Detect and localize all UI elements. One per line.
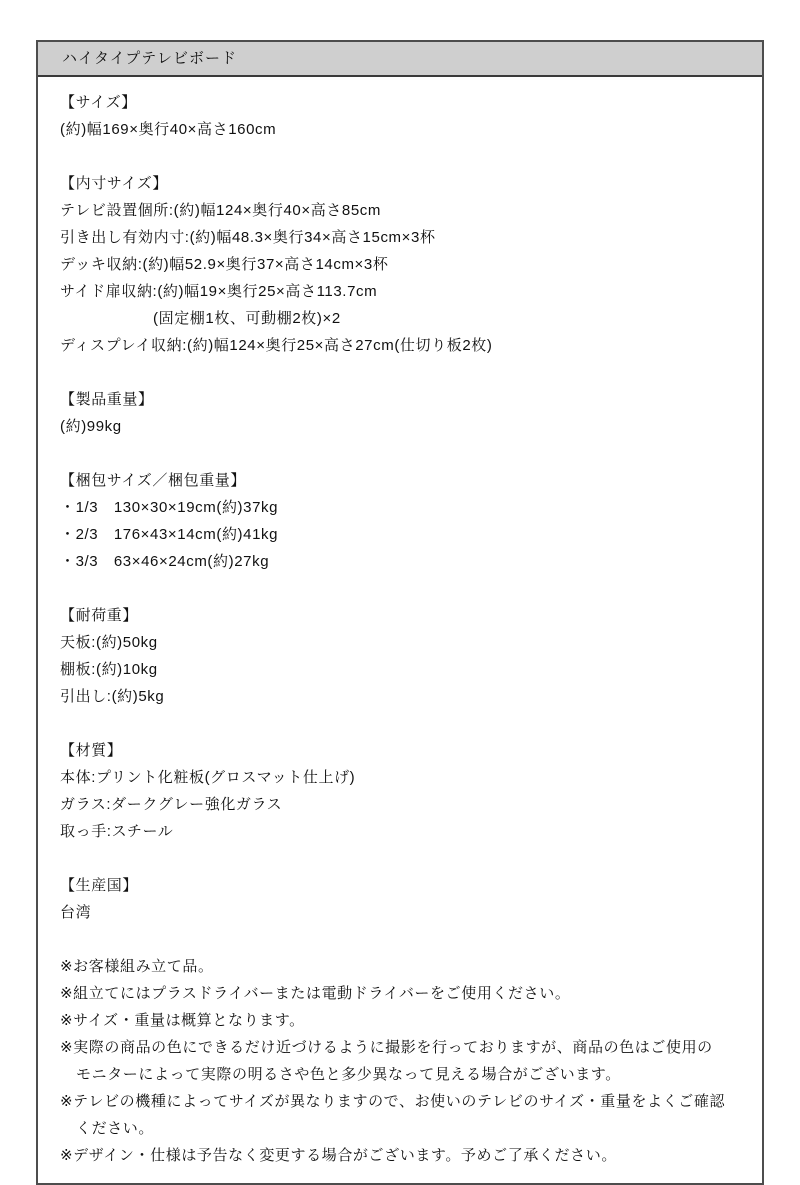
note-line: ※実際の商品の色にできるだけ近づけるように撮影を行っておりますが、商品の色はご使用の: [60, 1039, 713, 1056]
section-country: [60, 872, 738, 926]
section-heading: 【製品重量】: [60, 391, 154, 408]
section-material: [60, 737, 738, 845]
spec-line: 本体:プリント化粧板(グロスマット仕上げ): [60, 769, 356, 786]
spec-panel-body: [38, 77, 762, 1183]
note-line: ※サイズ・重量は概算となります。: [60, 1012, 305, 1029]
section-product-weight: [60, 386, 738, 440]
spec-line: ガラス:ダークグレー強化ガラス: [60, 796, 283, 813]
section-heading: 【梱包サイズ／梱包重量】: [60, 472, 247, 489]
section-heading: 【内寸サイズ】: [60, 175, 169, 192]
spec-line: デッキ収納:(約)幅52.9×奥行37×高さ14cm×3杯: [60, 256, 389, 273]
section-heading: 【耐荷重】: [60, 607, 139, 624]
note-line-continuation: モニターによって実際の明るさや色と多少異なって見える場合がございます。: [76, 1066, 621, 1083]
spec-panel-header: [38, 42, 762, 77]
spec-line: 引き出し有効内寸:(約)幅48.3×奥行34×高さ15cm×3杯: [60, 229, 436, 246]
spec-line: 引出し:(約)5kg: [60, 688, 165, 705]
spec-line: 天板:(約)50kg: [60, 634, 158, 651]
section-package: [60, 467, 738, 575]
section-size: [60, 89, 738, 143]
spec-line: (約)幅169×奥行40×高さ160cm: [60, 121, 277, 138]
note-line: ※テレビの機種によってサイズが異なりますので、お使いのテレビのサイズ・重量をよくご確認: [60, 1093, 726, 1110]
notes-block: [60, 953, 738, 1169]
spec-line: ・1/3 130×30×19cm(約)37kg: [60, 499, 279, 516]
spec-line: サイド扉収納:(約)幅19×奥行25×高さ113.7cm: [60, 283, 378, 300]
section-heading: 【材質】: [60, 742, 123, 759]
note-line: ※デザイン・仕様は予告なく変更する場合がございます。予めご了承ください。: [60, 1147, 617, 1164]
spec-line: テレビ設置個所:(約)幅124×奥行40×高さ85cm: [60, 202, 381, 219]
note-line: ※組立てにはプラスドライバーまたは電動ドライバーをご使用ください。: [60, 985, 571, 1002]
spec-line-continuation: (固定棚1枚、可動棚2枚)×2: [153, 310, 341, 327]
spec-line: (約)99kg: [60, 418, 122, 435]
spec-line: ・2/3 176×43×14cm(約)41kg: [60, 526, 279, 543]
spec-line: ディスプレイ収納:(約)幅124×奥行25×高さ27cm(仕切り板2枚): [60, 337, 493, 354]
note-line-continuation: ください。: [76, 1120, 155, 1137]
note-line: ※お客様組み立て品。: [60, 958, 214, 975]
section-load-capacity: [60, 602, 738, 710]
spec-line: 棚板:(約)10kg: [60, 661, 158, 678]
section-heading: 【サイズ】: [60, 94, 137, 111]
section-heading: 【生産国】: [60, 877, 139, 894]
spec-line: 台湾: [60, 904, 92, 921]
spec-panel-title: ハイタイプテレビボード: [62, 50, 237, 67]
spec-line: 取っ手:スチール: [60, 823, 174, 840]
product-spec-panel: [36, 40, 764, 1185]
spec-line: ・3/3 63×46×24cm(約)27kg: [60, 553, 270, 570]
section-inner-size: [60, 170, 738, 359]
